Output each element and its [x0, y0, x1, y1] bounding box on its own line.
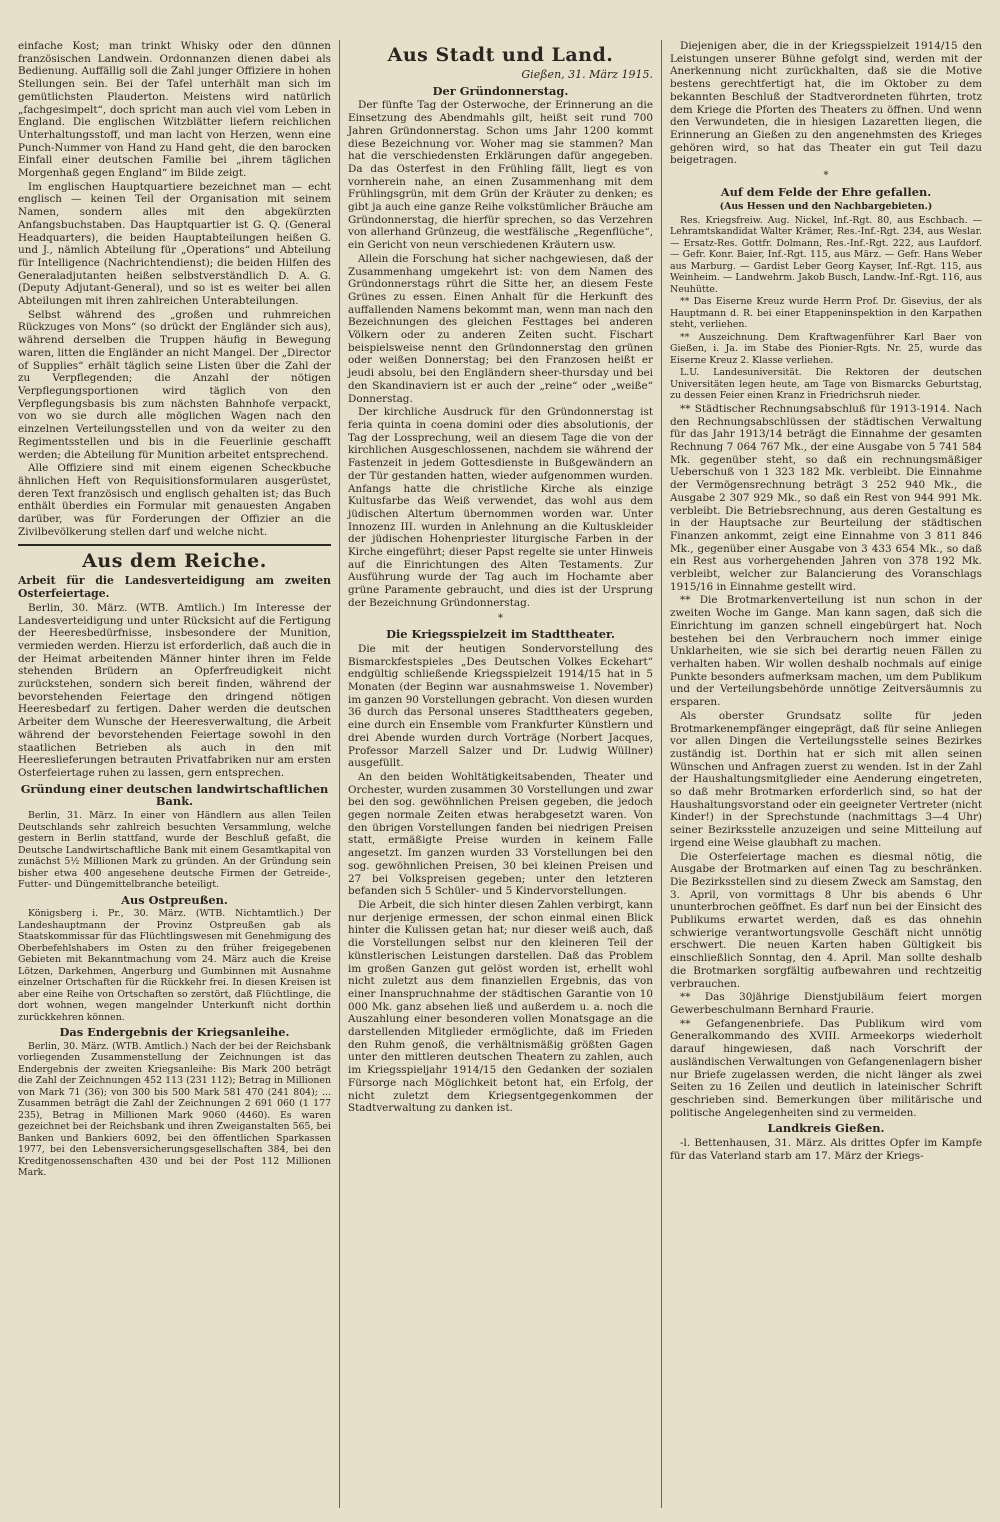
news-note: ** Das 30jährige Dienstjubiläum feiert morgen Gewerbeschulmann Bernhard Fraurie.	[670, 991, 982, 1016]
article-headline: Das Endergebnis der Kriegsanleihe.	[59, 1025, 290, 1040]
article-text: Der fünfte Tag der Osterwoche, der Erinnerung an die Einsetzung des Abendmahls gilt, heißt seit rund 700 Jahren Gründonnerstag. Schon ums Jahr 1200 kommt diese Bezeichnung vor. Woher mag sie stammen? Man hat die verschiedensten Erklärungen dafür angegeben. Da das Osterfest in den Frühling fällt, liegt es von vornherein nahe, an einen Zusammenhang mit dem Frühlingsgrün, mit dem Grün der Kräuter zu denken; es gibt ja auch eine ganze Reihe volkstümlicher Bräuche am Gründonnerstag, die hierfür sprechen, so das Verzehren von allerhand Grünzeug, die westfälische „Regenflüche“, ein Gericht von neun verschiedenen Kräutern usw.	[348, 99, 653, 252]
article-text: Im englischen Hauptquartiere bezeichnet man — echt englisch — keinen Teil der Organisation mit seinem Namen, sondern alles mit den abgekürzten Anfangsbuchstaben. Das Hauptquartier ist G. Q. (General Headquarters), die beiden Hauptabteilungen heißen G. und J., nämlich Abteilung für „Operations“ und Abteilung für Intelligence (Nachrichtendienst); die beiden Hilfen des Generaladjutanten heißen selbstverständlich D. A. G. (Deputy Adjutant-General), und so ist es weiter bei allen Abteilungen mit ihren zahlreichen Unterabteilungen.	[18, 180, 331, 308]
article-text: An den beiden Wohltätigkeitsabenden, Theater und Orchester, wurden zusammen 30 Vorstellungen und zwar bei den sog. gewöhnlichen Preisen gegeben, die jedoch gegen normale Zeiten etwas herabgesetzt waren. Von den übrigen Vorstellungen fanden bei niedrigen Preisen statt, ermäßigte Preise wurden in keinem Falle angesetzt. Im ganzen wurden 33 Vorstellungen bei den sog. gewöhnlichen Preisen, 30 bei kleinen Preisen und 27 bei Volkspreisen gegeben; unter den letzteren befanden sich 5 Schüler- und 5 Kindervorstellungen.	[348, 770, 653, 898]
article-text: Die Osterfeiertage machen es diesmal nötig, die Ausgabe der Brotmarken auf einen Tag zu beschränken. Die Bezirksstellen sind zu diesem Zweck am Samstag, den 3. April, von vormittags 8 Uhr bis abends 6 Uhr ununterbrochen geöffnet. Es darf nun bei der Einsicht des Publikums erwartet werden, daß es das ohnehin schwierige verantwortungsvolle Geschäft nicht unnötig erschwert. Die neuen Karten haben Gültigkeit bis einschließlich Sonntag, den 4. April. Man sollte deshalb die Brotmarken sorgfältig aufbewahren und rechtzeitig verbrauchen.	[670, 850, 982, 990]
article-headline: Arbeit für die Landesverteidigung am zweiten Osterfeiertage.	[18, 574, 331, 601]
article-text: Die Arbeit, die sich hinter diesen Zahlen verbirgt, kann nur derjenige ermessen, der schon einmal einen Blick hinter die Kulissen getan hat; nur dieser weiß auch, daß die Vorstellungen selbst nur den kleineren Teil der künstlerischen Leistungen darstellen. Daß das Problem im großen Ganzen gut gelöst worden ist, erhellt wohl nicht zuletzt aus dem finanziellen Ergebnis, das von einer Inanspruchnahme der städtischen Garantie von 10 000 Mk. ganz absehen ließ und außerdem u. a. noch die Auszahlung einer besonderen vollen Monatsgage an die darstellenden Mitglieder ermöglichte, daß im Frieden den Ruhm genoß, die verhältnismäßig größten Gagen unter den mittleren deutschen Theatern zu zahlen, auch im Kriegsspieljahr 1914/15 den Gedanken der sozialen Fürsorge nach Möglichkeit betont hat, ein Erfolg, der nicht zuletzt dem Kriegsentgegenkommen der Stadtverwaltung zu danken ist.	[348, 899, 653, 1115]
article-text: Als oberster Grundsatz sollte für jeden Brotmarkenempfänger eingeprägt, daß für seine Anliegen vor allen Dingen die Verteilungsstelle seines Bezirkes zuständig ist. Dorthin hat er sich mit allen seinen Wünschen und Anfragen zuerst zu wenden. Ist in der Zahl der Haushaltungsmitglieder eine Aenderung eingetreten, so daß mehr Brotmarken erforderlich sind, so hat der Haushaltungsvorstand oder ein geeigneter Vertreter (nicht Kinder!) in der Sprechstunde (nachmittags 3—4 Uhr) seiner Bezirksstelle anzuzeigen und seine Mitteilung auf irgend eine Weise glaubhaft zu machen.	[670, 709, 982, 849]
column-right	[662, 40, 982, 1508]
article-text: Der kirchliche Ausdruck für den Gründonnerstag ist feria quinta in coena domini oder dies absolutionis, der Tag der Lossprechung, weil an diesem Tage die von der kirchlichen Ausgeschlossenen, nachdem sie während der Fastenzeit in jedem Gottesdienste in Bußgewändern an der Tür gestanden hatten, wieder aufgenommen wurden. Anfangs hatte die christliche Kirche als einzige Kultusfarbe das Weiß verwendet, das wohl aus dem jüdischen Altertum übernommen worden war. Unter Innozenz III. wurden in Anlehnung an die Kultuskleider der jüdischen Hohenpriester liturgische Farben in der Kirche eingeführt; dieser Papst regelte sie unter Hinweis auf die Einrichtungen des Alten Testaments. Zur Ausführung wurde der Tag auch im Hochamte aber grüne Paramente gebraucht, und dies ist der Ursprung der Bezeichnung Gründonnerstag.	[348, 406, 653, 609]
article-headline: Gründung einer deutschen landwirtschaftlichen Bank.	[20, 781, 329, 809]
article-text: ** Die Brotmarkenverteilung ist nun schon in der zweiten Woche im Gange. Man kann sagen, daß sich die Einrichtung im ganzen schnell eingebürgert hat. Noch bestehen bei den Verbrauchern noch immer einige Unklarheiten, wie sie sich bei derartig neuen Fällen zu verhalten haben. Wir wollen deshalb nochmals auf einige Punkte besonders aufmerksam machen, um dem Publikum und der Verteilungsbehörde unnötige Zeitversäumnis zu ersparen.	[670, 594, 982, 709]
article-text: Selbst während des „großen und ruhmreichen Rückzuges von Mons“ (so drückt der Engländer sich aus), während derselben die Truppen häufig in Bewegung waren, litten die Engländer an nicht Mangel. Der „Director of Supplies“ erhält täglich seine Listen über die Zahl der zu Verpflegenden; die Anzahl der nötigen Verpflegungsportionen wird täglich von den Verpflegungsbasis bis zum nächsten Bahnhofe verpackt, von wo sie durch alle möglichen Wagen nach den einzelnen Verteilungsstellen und von da weiter zu den Regimentsstellen und bis in die Feuerlinie geschafft werden; die Abteilung für Munition arbeitet entsprechend.	[18, 308, 331, 461]
article-text: Berlin, 31. März. In einer von Händlern aus allen Teilen Deutschlands sehr zahlreich besuchten Versammlung, welche gestern in Berlin stattfand, wurde der Beschluß gefaßt, die Deutsche Landwirtschaftliche Bank mit einem Gesamtkapital von zunächst 5½ Millionen Mark zu gründen. An der Gründung sein bisher etwa 400 angesehene deutsche Firmen der Getreide-, Futter- und Düngemittelbranche beteiligt.	[18, 810, 331, 891]
article-text: Diejenigen aber, die in der Kriegsspielzeit 1914/15 den Leistungen unserer Bühne gefolgt sind, werden mit der Anerkennung nicht zurückhalten, daß sie die Motive bestens gerechtfertigt hat, die im Oktober zu dem bekannten Beschluß der Stadtverordneten führten, trotz dem Kriege die Pforten des Theaters zu öffnen. Und wenn den Verwundeten, die in hiesigen Lazaretten liegen, die Erinnerung an Gießen zu den angenehmsten des Krieges gehören wird, so hat das Theater ein gut Teil dazu beigetragen.	[670, 40, 982, 167]
news-note: ** Das Eiserne Kreuz wurde Herrn Prof. Dr. Gisevius, der als Hauptmann d. R. bei einer Etappeninspektion in den Karpathen steht, verliehen.	[670, 296, 982, 331]
dateline: Gießen, 31. März 1915.	[521, 68, 653, 81]
article-text: Königsberg i. Pr., 30. März. (WTB. Nichtamtlich.) Der Landeshauptmann der Provinz Ostpreußen gab als Staatskommissar für das Flüchtlingswesen mit Genehmigung des Oberbefehlshabers im Osten zu den früher freigegebenen Gebieten mit Bekanntmachung vom 24. März auch die Kreise Lötzen, Darkehmen, Angerburg und Gumbinnen mit Ausnahme einzelner Ortschaften für die Rückkehr frei. In diesen Kreisen ist aber eine Reihe von Ortschaften so zerstört, daß Flüchtlinge, die dort wohnen, wegen mangelnder Unterkunft nicht dorthin zurückkehren können.	[18, 908, 331, 1023]
news-note: L.U. Landesuniversität. Die Rektoren der deutschen Universitäten legen heute, am Tage von Bismarcks Geburtstag, zu dessen Feier einen Kranz in Friedrichsruh nieder.	[670, 367, 982, 402]
article-headline: Die Kriegsspielzeit im Stadttheater.	[386, 627, 615, 642]
section-divider	[18, 544, 331, 546]
article-text: Alle Offiziere sind mit einem eigenen Scheckbuche ähnlichen Heft von Requisitionsformularen ausgerüstet, deren Text französisch und englisch gehalten ist; das Buch enthält überdies ein Formular mit genauesten Angaben darüber, was für Forderungen der Offizier an die Zivilbevölkerung stellen darf und welche nicht.	[18, 462, 331, 538]
column-left	[18, 40, 340, 1508]
article-text: Res. Kriegsfreiw. Aug. Nickel, Inf.-Rgt. 80, aus Eschbach. — Lehramtskandidat Walter Krämer, Res.-Inf.-Rgt. 234, aus Weslar. — Ersatz-Res. Gottfr. Dolmann, Res.-Inf.-Rgt. 222, aus Laufdorf. — Gefr. Konr. Baier, Inf.-Rgt. 115, aus März. — Gefr. Hans Weber aus Marburg. — Gardist Leber Georg Kayser, Inf.-Rgt. 115, aus Weinheim. — Landwehrm. Jakob Busch, Landw.-Inf.-Rgt. 116, aus Neuhütte.	[670, 214, 982, 295]
article-text: -l. Bettenhausen, 31. März. Als drittes Opfer im Kampfe für das Vaterland starb am 17. März der Kriegs-	[670, 1137, 982, 1162]
news-note: ** Gefangenenbriefe. Das Publikum wird vom Generalkommando des XVIII. Armeekorps wiederholt darauf hingewiesen, daß nach Vorschrift der ausländischen Verwaltungen von Gefangenenlagern bisher nur Briefe zugelassen werden, die nicht länger als zwei Seiten zu 16 Zeilen und deutlich in lateinischer Schrift geschrieben sind. Bemerkungen über militärische und politische Angelegenheiten sind zu vermeiden.	[670, 1017, 982, 1119]
article-text: Allein die Forschung hat sicher nachgewiesen, daß der Zusammenhang umgekehrt ist: von dem Namen des Gründonnerstags rührt die Sitte her, an diesem Feste Grünes zu essen. Einen Anhalt für die Herkunft des auffallenden Namens bekommt man, wenn man nach den Bezeichnungen des gleichen Festtages bei anderen Völkern oder zu anderen Zeiten sucht. Fischart beispielsweise nennt den Gründonnerstag den grünen oder weißen Donnerstag; bei den Franzosen heißt er jeudi absolu, bei den Engländern sheer-thursday und bei den Skandinaviern ist er auch der „reine“ oder „weiße“ Donnerstag.	[348, 252, 653, 405]
article-headline: Aus Ostpreußen.	[121, 892, 228, 907]
column-middle	[340, 40, 662, 1508]
article-headline: Auf dem Felde der Ehre gefallen.	[720, 184, 932, 199]
article-subheadline: (Aus Hessen und den Nachbargebieten.)	[719, 201, 933, 213]
article-text: einfache Kost; man trinkt Whisky oder den dünnen französischen Landwein. Ordonnanzen dienen dabei als Bedienung. Auffällig soll die Zahl junger Offiziere in hohen Stellungen sein. Bei der Tafel unterhält man sich im gemütlichsten Plauderton. Meistens wird natürlich „fachgesimpelt“, doch spricht man auch viel vom Leben in England. Die englischen Witzblätter liefern reichlichen Unterhaltungsstoff, und man lacht von Herzen, wenn eine Punch-Nummer von Hand zu Hand geht, die den barocken Einfall einer deutschen Familie bei „ihrem täglichen Morgenhaß gegen England“ im Bilde zeigt.	[18, 40, 331, 180]
news-note: ** Auszeichnung. Dem Kraftwagenführer Karl Baer von Gießen, i. Ja. im Stabe des Pionier-Rgts. Nr. 25, wurde das Eiserne Kreuz 2. Klasse verliehen.	[670, 331, 982, 366]
article-text: Die mit der heutigen Sondervorstellung des Bismarckfestspieles „Des Deutschen Volkes Eckehart“ endgültig schließende Kriegsspielzeit 1914/15 hat in 5 Monaten (der Beginn war ausnahmsweise 1. November) im ganzen 90 Vorstellungen gebracht. Von diesen wurden 36 durch das Personal unseres Stadttheaters gegeben, eine durch ein Ensemble vom Frankfurter Künstlern und drei Abende wurden durch Vorträge (Norbert Jacques, Professor Marzell Salzer und Dr. Ludwig Wüllner) ausgefüllt.	[348, 642, 653, 770]
article-text: Berlin, 30. März. (WTB. Amtlich.) Nach der bei der Reichsbank vorliegenden Zusammenstellung der Zeichnungen ist das Endergebnis der zweiten Kriegsanleihe: Bis Mark 200 beträgt die Zahl der Zeichnungen 452 113 (231 112); Betrag in Millionen von Mark 71 (36); von 300 bis 500 Mark 581 470 (241 804); ... Zusammen beträgt die Zahl der Zeichnungen 2 691 060 (1 177 235), Betrag in Millionen Mark 9060 (4460). Es waren gezeichnet bei der Reichsbank und ihren Zweiganstalten 565, bei Banken und Bankiers 6092, bei den öffentlichen Sparkassen 1977, bei den Lebensversicherungsgesellschaften 384, bei den Kreditgenossenschaften 430 und bei der Post 112 Millionen Mark.	[18, 1040, 331, 1179]
article-text: Berlin, 30. März. (WTB. Amtlich.) Im Interesse der Landesverteidigung und unter Rücksicht auf die Fertigung der Heeresbedürfnisse, insbesondere der Munition, vermieden werden. Hierzu ist erforderlich, daß auch die in der Heimat arbeitenden Männer hinter ihren im Felde stehenden Brüdern an Opferfreudigkeit nicht zurückstehen, sondern sich bereit finden, während der bevorstehenden Feiertage den dringend nötigen Heeresbedarf zu fertigen. Daher werden die deutschen Arbeiter dem Wunsche der Heeresverwaltung, die Arbeit während der bevorstehenden Feiertage sowohl in den staatlichen Betrieben als auch in den mit Heereslieferungen betrauten Privatfabriken nur am ersten Osterfeiertage ruhen zu lassen, gern entsprechen.	[18, 601, 331, 779]
article-text: ** Städtischer Rechnungsabschluß für 1913-1914. Nach den Rechnungsabschlüssen der städtischen Verwaltung für das Jahr 1913/14 beträgt die Einnahme der gesamten Rechnung 7 064 767 Mk., der eine Ausgabe von 5 741 584 Mk. gegenüber steht, so daß ein rechnungsmäßiger Ueberschuß von 1 323 182 Mk. verbleibt. Die Einnahme der Vermögensrechnung beträgt 3 252 940 Mk., die Ausgabe 2 307 929 Mk., so daß ein Rest von 944 991 Mk. verbleibt. Die Betriebsrechnung, aus deren Gestaltung es in der Hauptsache zur Beurteilung der städtischen Finanzen ankommt, zeigt eine Einnahme von 3 811 846 Mk., gegenüber einer Ausgabe von 3 433 654 Mk., so daß ein Rest aus vorhergehenden Jahren von 378 192 Mk. verbleibt, welcher zur Balancierung des Voranschlags 1915/16 in Einnahme gestellt wird.	[670, 402, 982, 593]
section-title-reiche: Aus dem Reiche.	[82, 550, 267, 573]
section-title-stadt: Aus Stadt und Land.	[387, 44, 614, 66]
article-headline: Der Gründonnerstag.	[432, 83, 569, 98]
separator-star: *	[823, 170, 829, 182]
separator-star: *	[498, 612, 503, 624]
article-headline: Landkreis Gießen.	[767, 1121, 885, 1136]
